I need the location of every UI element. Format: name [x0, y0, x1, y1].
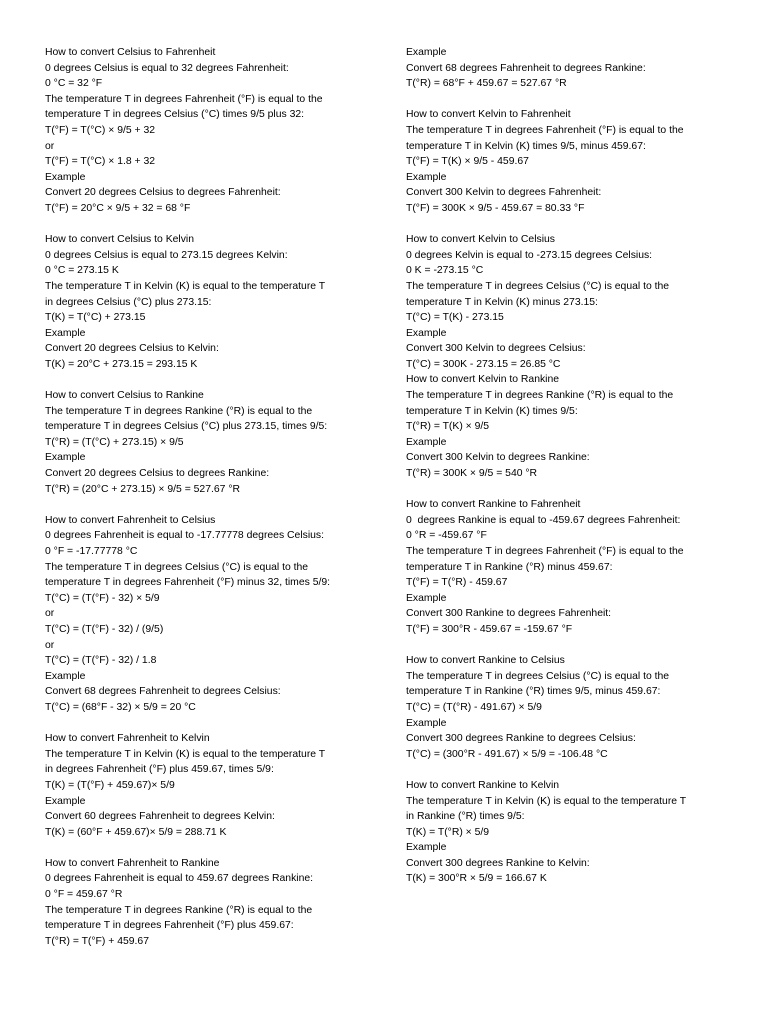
text-line: Convert 300 Kelvin to degrees Celsius:: [406, 343, 586, 355]
text-line: 0 degrees Fahrenheit is equal to -17.77778 degrees Celsius:: [45, 530, 324, 542]
text-line: T(K) = (60°F + 459.67)× 5/9 = 288.71 K: [45, 826, 227, 838]
text-line: 0 K = -273.15 °C: [406, 265, 484, 277]
text-line: Convert 300 Kelvin to degrees Fahrenheit:: [406, 187, 602, 199]
text-line: 0 °F = -17.77778 °C: [45, 546, 138, 557]
text-line: Example: [45, 670, 86, 682]
text-line: T(°C) = (T(°F) - 32) × 5/9: [45, 592, 160, 604]
text-line: Example: [406, 842, 447, 854]
text-line: 0 °R = -459.67 °F: [406, 530, 487, 542]
text-line: temperature T in degrees Fahrenheit (°F) plus 459.67:: [45, 920, 294, 932]
text-line: The temperature T in degrees Celsius (°C) is equal to the: [406, 670, 670, 682]
text-line: [406, 762, 736, 778]
text-line: T(°F) = T(°R) - 459.67: [406, 577, 508, 589]
text-line: How to convert Rankine to Celsius: [406, 655, 565, 667]
text-line: How to convert Fahrenheit to Rankine: [45, 857, 220, 869]
text-line: T(°R) = 68°F + 459.67 = 527.67 °R: [406, 78, 567, 90]
text-line: T(°C) = (T(°R) - 491.67) × 5/9: [406, 701, 542, 713]
text-line: The temperature T in Kelvin (K) is equal to the temperature T: [45, 748, 326, 760]
text-line: The temperature T in degrees Rankine (°R) is equal to the: [45, 405, 313, 417]
text-line: T(°R) = (T(°C) + 273.15) × 9/5: [45, 436, 184, 448]
text-line: The temperature T in Kelvin (K) is equal to the temperature T: [406, 795, 687, 807]
text-line: temperature T in Kelvin (K) times 9/5, minus 459.67:: [406, 140, 646, 152]
text-line: T(K) = T(°R) × 5/9: [406, 826, 490, 838]
text-line: Convert 68 degrees Fahrenheit to degrees Rankine:: [406, 62, 646, 74]
text-line: T(°F) = 300°R - 459.67 = -159.67 °F: [406, 623, 573, 635]
text-line: The temperature T in Kelvin (K) is equal to the temperature T: [45, 280, 326, 292]
text-line: Convert 20 degrees Celsius to degrees Fahrenheit:: [45, 187, 281, 199]
text-line: Example: [45, 171, 86, 183]
text-line: temperature T in degrees Celsius (°C) times 9/5 plus 32:: [45, 109, 305, 121]
text-line: T(°C) = (300°R - 491.67) × 5/9 = -106.48 °C: [406, 748, 608, 760]
text-line: Example: [406, 171, 447, 183]
text-line: The temperature T in degrees Fahrenheit (°F) is equal to the: [406, 546, 684, 557]
text-line: T(°C) = T(K) - 273.15: [406, 312, 504, 324]
text-line: How to convert Celsius to Kelvin: [45, 234, 194, 246]
text-line: T(°R) = T(K) × 9/5: [406, 421, 490, 433]
text-line: Convert 20 degrees Celsius to Kelvin:: [45, 343, 219, 355]
text-line: 0 °F = 459.67 °R: [45, 889, 123, 901]
text-line: T(°C) = (T(°F) - 32) / (9/5): [45, 623, 164, 635]
text-line: or: [45, 140, 55, 152]
text-line: How to convert Kelvin to Celsius: [406, 234, 555, 246]
text-line: T(°R) = T(°F) + 459.67: [45, 935, 149, 947]
text-line: in degrees Fahrenheit (°F) plus 459.67, times 5/9:: [45, 764, 274, 776]
text-line: temperature T in degrees Fahrenheit (°F) minus 32, times 5/9:: [45, 577, 331, 589]
text-line: How to convert Fahrenheit to Kelvin: [45, 733, 210, 745]
text-line: [45, 217, 375, 233]
text-line: Convert 300 Kelvin to degrees Rankine:: [406, 452, 590, 464]
text-line: The temperature T in degrees Rankine (°R) is equal to the: [45, 904, 313, 916]
text-line: Example: [406, 47, 447, 58]
text-line: How to convert Celsius to Fahrenheit: [45, 47, 216, 58]
text-line: Example: [406, 436, 447, 448]
text-line: Example: [45, 795, 86, 807]
text-line: How to convert Rankine to Fahrenheit: [406, 499, 581, 511]
text-line: temperature T in Rankine (°R) times 9/5, minus 459.67:: [406, 686, 661, 698]
text-line: or: [45, 608, 55, 620]
text-line: How to convert Kelvin to Rankine: [406, 374, 560, 386]
text-line: T(°R) = 300K × 9/5 = 540 °R: [406, 468, 538, 480]
text-line: temperature T in degrees Celsius (°C) plus 273.15, times 9/5:: [45, 421, 328, 433]
text-line: Example: [406, 717, 447, 729]
text-line: How to convert Celsius to Rankine: [45, 390, 204, 402]
text-line: The temperature T in degrees Fahrenheit (°F) is equal to the: [406, 124, 684, 136]
text-line: The temperature T in degrees Celsius (°C) is equal to the: [406, 280, 670, 292]
text-line: Convert 300 degrees Rankine to degrees Celsius:: [406, 733, 636, 745]
text-line: or: [45, 639, 55, 651]
text-line: 0 degrees Kelvin is equal to -273.15 degrees Celsius:: [406, 249, 653, 261]
text-line: T(°F) = 300K × 9/5 - 459.67 = 80.33 °F: [406, 202, 585, 214]
text-line: The temperature T in degrees Rankine (°R) is equal to the: [406, 390, 674, 402]
text-line: 0 degrees Celsius is equal to 32 degrees Fahrenheit:: [45, 62, 289, 74]
text-line: temperature T in Rankine (°R) minus 459.67:: [406, 561, 613, 573]
text-line: temperature T in Kelvin (K) times 9/5:: [406, 405, 578, 417]
text-line: [45, 840, 375, 856]
text-line: T(K) = 20°C + 273.15 = 293.15 K: [45, 358, 198, 370]
text-line: T(°F) = T(°C) × 1.8 + 32: [45, 156, 156, 168]
text-line: [45, 716, 375, 732]
text-line: How to convert Kelvin to Fahrenheit: [406, 109, 571, 121]
text-line: T(K) = T(°C) + 273.15: [45, 312, 146, 324]
text-line: Convert 300 Rankine to degrees Fahrenheit:: [406, 608, 612, 620]
text-line: 0 degrees Rankine is equal to -459.67 degrees Fahrenheit:: [406, 514, 681, 526]
text-line: How to convert Fahrenheit to Celsius: [45, 514, 216, 526]
text-line: T(°F) = T(K) × 9/5 - 459.67: [406, 156, 529, 168]
text-line: 0 degrees Celsius is equal to 273.15 degrees Kelvin:: [45, 249, 288, 261]
text-line: Example: [45, 327, 86, 339]
text-line: T(K) = 300°R × 5/9 = 166.67 K: [406, 873, 547, 885]
text-line: T(°R) = (20°C + 273.15) × 9/5 = 527.67 °R: [45, 483, 240, 495]
text-line: Example: [406, 592, 447, 604]
text-line: Convert 300 degrees Rankine to Kelvin:: [406, 857, 590, 869]
text-line: temperature T in Kelvin (K) minus 273.15:: [406, 296, 598, 308]
text-line: Example: [45, 452, 86, 464]
text-line: [406, 217, 736, 233]
text-line: The temperature T in degrees Celsius (°C) is equal to the: [45, 561, 309, 573]
text-line: [406, 638, 736, 654]
text-line: in degrees Celsius (°C) plus 273.15:: [45, 296, 212, 308]
text-line: T(°C) = (68°F - 32) × 5/9 = 20 °C: [45, 701, 196, 713]
text-line: [45, 497, 375, 513]
text-line: 0 °C = 273.15 K: [45, 265, 119, 277]
text-line: [406, 92, 736, 108]
text-line: The temperature T in degrees Fahrenheit (°F) is equal to the: [45, 93, 323, 105]
text-line: Example: [406, 327, 447, 339]
text-line: 0 degrees Fahrenheit is equal to 459.67 degrees Rankine:: [45, 873, 314, 885]
text-line: T(°F) = 20°C × 9/5 + 32 = 68 °F: [45, 202, 191, 214]
text-line: Convert 20 degrees Celsius to degrees Rankine:: [45, 468, 270, 480]
text-line: T(°C) = (T(°F) - 32) / 1.8: [45, 655, 157, 667]
text-line: How to convert Rankine to Kelvin: [406, 779, 560, 791]
text-line: Convert 68 degrees Fahrenheit to degrees Celsius:: [45, 686, 281, 698]
text-line: in Rankine (°R) times 9/5:: [406, 811, 525, 823]
text-line: 0 °C = 32 °F: [45, 78, 103, 90]
text-line: [45, 372, 375, 388]
right-column: [406, 45, 736, 887]
left-column: [45, 45, 375, 949]
text-line: T(K) = (T(°F) + 459.67)× 5/9: [45, 779, 175, 791]
text-line: Convert 60 degrees Fahrenheit to degrees Kelvin:: [45, 811, 275, 823]
text-line: [406, 482, 736, 498]
text-line: T(°F) = T(°C) × 9/5 + 32: [45, 124, 156, 136]
text-line: T(°C) = 300K - 273.15 = 26.85 °C: [406, 358, 561, 370]
